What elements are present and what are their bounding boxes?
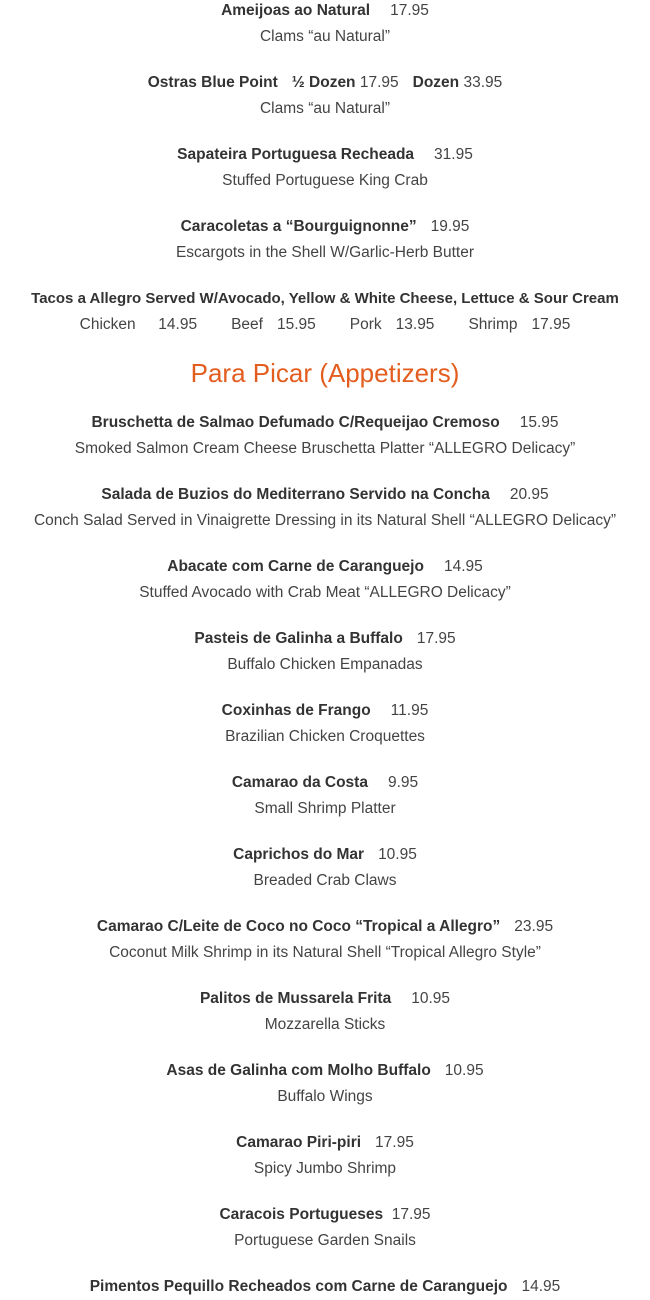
menu-item <box>0 842 650 894</box>
dozen-label: Dozen <box>412 74 460 91</box>
menu-item-title-line <box>0 770 650 796</box>
menu-item-name: Salada de Buzios do Mediterrano Servido na Concha <box>101 486 490 503</box>
menu-item-title-line <box>0 698 650 724</box>
menu-item-title-line <box>0 626 650 652</box>
option-chicken <box>80 316 197 333</box>
menu-item-title-line <box>0 70 650 96</box>
menu-item-title-line <box>0 1130 650 1156</box>
menu-item-name: Camarao Piri-piri <box>236 1134 362 1151</box>
option-price: 17.95 <box>531 316 571 333</box>
menu-item-name: Pasteis de Galinha a Buffalo <box>194 630 403 647</box>
menu-item-description: Spicy Jumbo Shrimp <box>253 1160 397 1177</box>
menu-item-description: Mozzarella Sticks <box>264 1016 386 1033</box>
menu-item-price: 15.95 <box>519 414 559 431</box>
menu-item-price: 14.95 <box>443 558 483 575</box>
menu-item-price: 11.95 <box>390 702 429 719</box>
menu-item-price: 23.95 <box>514 918 554 935</box>
menu-item-description: Stuffed Avocado with Crab Meat “ALLEGRO Delicacy” <box>139 584 511 601</box>
menu-item-name: Abacate com Carne de Caranguejo <box>167 558 424 575</box>
menu-item-title-line <box>0 214 650 240</box>
menu-item-title-line <box>0 554 650 580</box>
option-label: Chicken <box>79 316 136 333</box>
menu-item-description: Small Shrimp Platter <box>254 800 396 817</box>
menu-item-price: 10.95 <box>411 990 451 1007</box>
menu-item-name: Pimentos Pequillo Recheados com Carne de Caranguejo <box>89 1278 508 1295</box>
menu-item-price: 14.95 <box>521 1278 561 1295</box>
menu-item-price: 20.95 <box>509 486 549 503</box>
menu-item-price: 17.95 <box>391 1206 431 1223</box>
menu-item-name: Caracoletas a “Bourguignonne” <box>180 218 417 235</box>
menu-item-name: Bruschetta de Salmao Defumado C/Requeijao Cremoso <box>91 414 500 431</box>
option-label: Shrimp <box>468 316 518 333</box>
menu-item <box>0 70 650 122</box>
menu-item-name: Asas de Galinha com Molho Buffalo <box>166 1062 431 1079</box>
menu-item <box>0 1274 650 1300</box>
menu-item-description: Smoked Salmon Cream Cheese Bruschetta Platter “ALLEGRO Delicacy” <box>74 440 576 457</box>
menu-item-description: Clams “au Natural” <box>259 28 391 45</box>
menu-item-description: Portuguese Garden Snails <box>234 1232 416 1249</box>
menu-item-name: Coxinhas de Frango <box>221 702 371 719</box>
menu-item-name: Camarao da Costa <box>231 774 368 791</box>
menu-item-name: Sapateira Portuguesa Recheada <box>177 146 415 163</box>
menu-item-name: Ostras Blue Point <box>147 74 278 91</box>
menu-item-description: Brazilian Chicken Croquettes <box>225 728 425 745</box>
menu-item-title-line <box>0 142 650 168</box>
menu-item-name: Tacos a Allegro Served W/Avocado, Yellow & White Cheese, Lettuce & Sour Cream <box>31 290 619 307</box>
menu-item <box>0 1058 650 1110</box>
dozen-price: 33.95 <box>463 74 503 91</box>
menu-item-description: Stuffed Portuguese King Crab <box>222 172 428 189</box>
menu-item-name: Palitos de Mussarela Frita <box>199 990 392 1007</box>
option-label: Pork <box>349 316 382 333</box>
option-label: Beef <box>231 316 263 333</box>
menu-item-name: Ameijoas ao Natural <box>221 2 371 19</box>
menu-item-price: 31.95 <box>434 146 473 163</box>
menu-item-title-line <box>0 1058 650 1084</box>
menu-item <box>0 1202 650 1254</box>
section-heading-appetizers: Para Picar (Appetizers) <box>190 358 460 388</box>
half-dozen-label: ½ Dozen <box>291 74 356 91</box>
menu-item-price: 9.95 <box>387 774 419 791</box>
menu-item-price: 10.95 <box>378 846 417 863</box>
menu-item-description: Breaded Crab Claws <box>253 872 397 889</box>
menu-item-title-line <box>0 1274 650 1300</box>
menu-item <box>0 214 650 266</box>
option-shrimp <box>468 316 570 333</box>
menu-item-options <box>0 312 650 338</box>
menu-item-name: Caprichos do Mar <box>233 846 365 863</box>
menu-item-price: 17.95 <box>375 1134 414 1151</box>
menu-item <box>0 986 650 1038</box>
menu-item-price: 10.95 <box>444 1062 484 1079</box>
menu-item <box>0 554 650 606</box>
menu-item-description: Buffalo Wings <box>277 1088 373 1105</box>
menu-item <box>0 410 650 462</box>
menu-item-title-line <box>0 842 650 868</box>
menu-item <box>0 770 650 822</box>
menu-item-name: Caracois Portugueses <box>219 1206 384 1223</box>
menu-item-title-line <box>0 1202 650 1228</box>
option-beef <box>231 316 316 333</box>
menu-item-description: Clams “au Natural” <box>259 100 391 117</box>
menu-item-price: 17.95 <box>416 630 456 647</box>
menu-item <box>0 1130 650 1182</box>
menu-item-title-line <box>0 914 650 940</box>
option-price: 13.95 <box>395 316 435 333</box>
menu-item-price: 19.95 <box>430 218 470 235</box>
menu-item-title-line <box>0 286 650 312</box>
menu-item-name: Camarao C/Leite de Coco no Coco “Tropical a Allegro” <box>96 918 501 935</box>
option-price: 14.95 <box>158 316 198 333</box>
menu-item-description: Conch Salad Served in Vinaigrette Dressing in its Natural Shell “ALLEGRO Delicacy” <box>33 512 617 529</box>
menu-item-title-line <box>0 0 650 24</box>
menu-item <box>0 626 650 678</box>
menu-item <box>0 698 650 750</box>
half-dozen-price: 17.95 <box>359 74 399 91</box>
menu-item <box>0 286 650 338</box>
menu-item-title-line <box>0 410 650 436</box>
menu-item-title-line <box>0 482 650 508</box>
menu-item-description: Escargots in the Shell W/Garlic-Herb Butter <box>175 244 475 261</box>
menu-item-description: Coconut Milk Shrimp in its Natural Shell “Tropical Allegro Style” <box>109 944 541 961</box>
menu-item-description: Buffalo Chicken Empanadas <box>227 656 423 673</box>
menu-item <box>0 914 650 966</box>
menu-item-title-line <box>0 986 650 1012</box>
option-price: 15.95 <box>276 316 316 333</box>
menu-item <box>0 482 650 534</box>
menu-item-price: 17.95 <box>390 2 429 19</box>
option-pork <box>350 316 435 333</box>
menu-item <box>0 0 650 50</box>
menu-item <box>0 142 650 194</box>
